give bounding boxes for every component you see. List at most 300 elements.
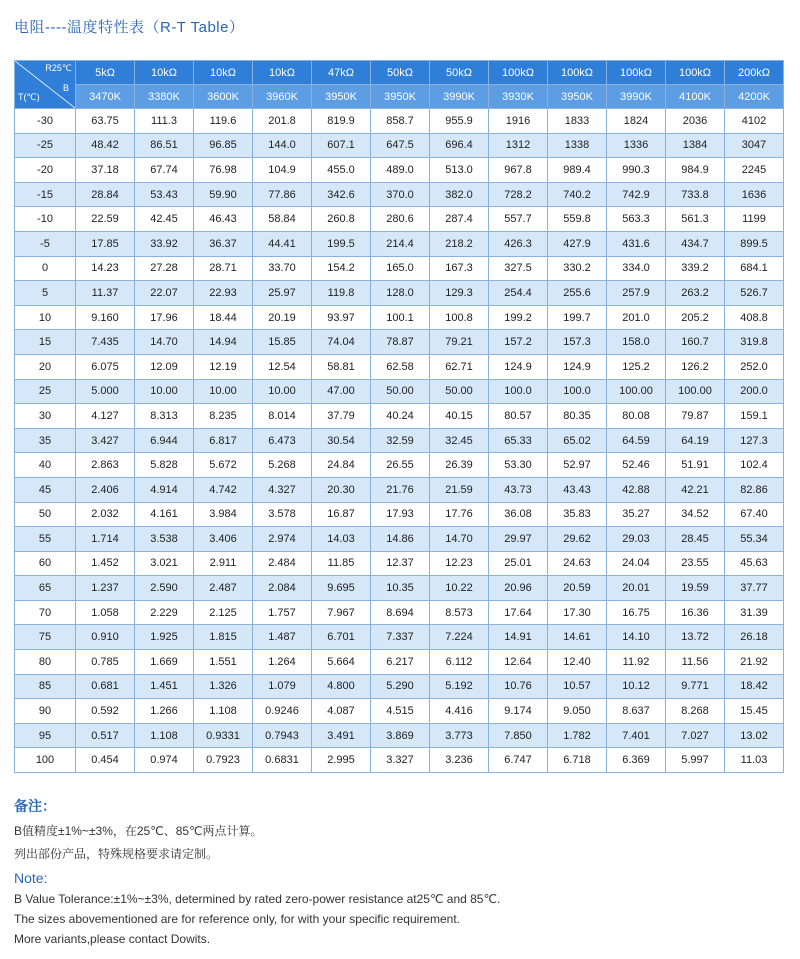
resistance-value-cell: 55.34 (725, 527, 784, 552)
resistance-value-cell: 79.21 (430, 330, 489, 355)
resistance-value-cell: 4102 (725, 109, 784, 134)
table-row (15, 256, 784, 281)
notes-en-line: More variants,please contact Dowits. (14, 932, 211, 946)
resistance-value-cell: 20.30 (312, 477, 371, 502)
b-value-header-cell: 3950K (371, 85, 430, 109)
resistance-value-cell: 5.000 (76, 379, 135, 404)
resistance-value-cell: 126.2 (666, 354, 725, 379)
resistance-value-cell: 1199 (725, 207, 784, 232)
resistance-value-cell: 1833 (548, 109, 607, 134)
resistance-value-cell: 125.2 (607, 354, 666, 379)
resistance-value-cell: 1916 (489, 109, 548, 134)
resistance-value-cell: 6.718 (548, 748, 607, 773)
resistance-value-cell: 80.35 (548, 404, 607, 429)
resistance-value-cell: 32.45 (430, 428, 489, 453)
resistance-value-cell: 3.578 (253, 502, 312, 527)
resistance-value-cell: 9.050 (548, 699, 607, 724)
resistance-value-cell: 4.800 (312, 674, 371, 699)
resistance-value-cell: 334.0 (607, 256, 666, 281)
resistance-value-cell: 19.59 (666, 576, 725, 601)
table-row (15, 674, 784, 699)
resistance-value-cell: 17.76 (430, 502, 489, 527)
resistance-value-cell: 0.454 (76, 748, 135, 773)
resistance-value-cell: 4.515 (371, 699, 430, 724)
resistance-value-cell: 1636 (725, 182, 784, 207)
resistance-value-cell: 14.61 (548, 625, 607, 650)
resistance-value-cell: 43.43 (548, 477, 607, 502)
resistance-value-cell: 287.4 (430, 207, 489, 232)
resistance-value-cell: 37.18 (76, 158, 135, 183)
table-row (15, 600, 784, 625)
resistance-value-cell: 14.03 (312, 527, 371, 552)
resistance-value-cell: 10.35 (371, 576, 430, 601)
resistance-value-cell: 6.217 (371, 650, 430, 675)
resistance-value-cell: 8.573 (430, 600, 489, 625)
resistance-value-cell: 254.4 (489, 281, 548, 306)
resistance-value-cell: 76.98 (194, 158, 253, 183)
resistance-value-cell: 1.108 (194, 699, 253, 724)
resistance-value-cell: 3047 (725, 133, 784, 158)
resistance-value-cell: 1336 (607, 133, 666, 158)
resistance-value-cell: 100.0 (548, 379, 607, 404)
table-row (15, 158, 784, 183)
resistance-value-cell: 100.0 (489, 379, 548, 404)
table-row (15, 182, 784, 207)
resistance-value-cell: 100.1 (371, 305, 430, 330)
resistance-value-cell: 119.6 (194, 109, 253, 134)
resistance-value-cell: 5.290 (371, 674, 430, 699)
resistance-value-cell: 728.2 (489, 182, 548, 207)
resistance-value-cell: 160.7 (666, 330, 725, 355)
b-value-header-cell: 3950K (548, 85, 607, 109)
resistance-value-cell: 557.7 (489, 207, 548, 232)
b-value-header-cell: 3470K (76, 85, 135, 109)
resistance-value-cell: 24.84 (312, 453, 371, 478)
resistance-value-cell: 561.3 (666, 207, 725, 232)
resistance-value-cell: 58.84 (253, 207, 312, 232)
resistance-value-cell: 37.79 (312, 404, 371, 429)
resistance-value-cell: 11.37 (76, 281, 135, 306)
resistance-value-cell: 426.3 (489, 231, 548, 256)
resistance-value-cell: 201.0 (607, 305, 666, 330)
resistance-value-cell: 2.032 (76, 502, 135, 527)
resistance-value-cell: 4.087 (312, 699, 371, 724)
resistance-value-cell: 8.014 (253, 404, 312, 429)
resistance-value-cell: 455.0 (312, 158, 371, 183)
resistance-value-cell: 319.8 (725, 330, 784, 355)
resistance-value-cell: 2.406 (76, 477, 135, 502)
notes-en-line: The sizes abovementioned are for reference only, for with your specific requirement. (14, 912, 460, 926)
resistance-value-cell: 16.87 (312, 502, 371, 527)
corner-r25-label: R25℃ (45, 63, 72, 73)
resistance-value-cell: 1.058 (76, 600, 135, 625)
resistance-value-cell: 18.44 (194, 305, 253, 330)
resistance-value-cell: 47.00 (312, 379, 371, 404)
resistance-value-cell: 280.6 (371, 207, 430, 232)
resistance-value-cell: 1.108 (135, 723, 194, 748)
resistance-value-cell: 10.00 (194, 379, 253, 404)
resistance-value-cell: 21.76 (371, 477, 430, 502)
resistance-value-cell: 8.313 (135, 404, 194, 429)
resistance-value-cell: 45.63 (725, 551, 784, 576)
resistance-value-cell: 82.86 (725, 477, 784, 502)
resistance-value-cell: 40.24 (371, 404, 430, 429)
resistance-value-cell: 37.77 (725, 576, 784, 601)
resistance-value-cell: 23.55 (666, 551, 725, 576)
temperature-cell: 10 (15, 305, 76, 330)
table-row (15, 551, 784, 576)
resistance-value-cell: 17.96 (135, 305, 194, 330)
temperature-cell: 50 (15, 502, 76, 527)
resistance-value-cell: 119.8 (312, 281, 371, 306)
resistance-value-cell: 13.02 (725, 723, 784, 748)
resistance-value-cell: 74.04 (312, 330, 371, 355)
resistance-value-cell: 42.21 (666, 477, 725, 502)
resistance-value-cell: 12.40 (548, 650, 607, 675)
resistance-value-cell: 4.127 (76, 404, 135, 429)
resistance-value-cell: 53.43 (135, 182, 194, 207)
resistance-value-cell: 0.9246 (253, 699, 312, 724)
resistance-value-cell: 154.2 (312, 256, 371, 281)
resistance-value-cell: 12.54 (253, 354, 312, 379)
resistance-value-cell: 104.9 (253, 158, 312, 183)
resistance-value-cell: 370.0 (371, 182, 430, 207)
temperature-cell: 35 (15, 428, 76, 453)
resistance-value-cell: 252.0 (725, 354, 784, 379)
resistance-value-cell: 6.817 (194, 428, 253, 453)
resistance-value-cell: 6.369 (607, 748, 666, 773)
resistance-value-cell: 52.97 (548, 453, 607, 478)
resistance-value-cell: 819.9 (312, 109, 371, 134)
temperature-cell: 5 (15, 281, 76, 306)
resistance-header-cell: 100kΩ (548, 61, 607, 85)
temperature-cell: -25 (15, 133, 76, 158)
resistance-value-cell: 100.8 (430, 305, 489, 330)
resistance-header-cell: 10kΩ (135, 61, 194, 85)
resistance-value-cell: 9.771 (666, 674, 725, 699)
resistance-value-cell: 408.8 (725, 305, 784, 330)
resistance-value-cell: 427.9 (548, 231, 607, 256)
resistance-value-cell: 6.075 (76, 354, 135, 379)
resistance-value-cell: 6.473 (253, 428, 312, 453)
resistance-value-cell: 13.72 (666, 625, 725, 650)
resistance-value-cell: 29.03 (607, 527, 666, 552)
resistance-value-cell: 7.401 (607, 723, 666, 748)
resistance-value-cell: 1.757 (253, 600, 312, 625)
resistance-value-cell: 30.54 (312, 428, 371, 453)
resistance-value-cell: 80.08 (607, 404, 666, 429)
resistance-value-cell: 5.268 (253, 453, 312, 478)
resistance-value-cell: 64.19 (666, 428, 725, 453)
resistance-value-cell: 14.10 (607, 625, 666, 650)
resistance-header-cell: 100kΩ (607, 61, 666, 85)
resistance-value-cell: 989.4 (548, 158, 607, 183)
resistance-value-cell: 77.86 (253, 182, 312, 207)
resistance-header-cell: 47kΩ (312, 61, 371, 85)
resistance-value-cell: 4.742 (194, 477, 253, 502)
resistance-value-cell: 159.1 (725, 404, 784, 429)
resistance-value-cell: 3.236 (430, 748, 489, 773)
resistance-value-cell: 86.51 (135, 133, 194, 158)
resistance-value-cell: 0.9331 (194, 723, 253, 748)
resistance-value-cell: 3.773 (430, 723, 489, 748)
resistance-value-cell: 1824 (607, 109, 666, 134)
resistance-value-cell: 4.416 (430, 699, 489, 724)
table-row (15, 576, 784, 601)
resistance-header-cell: 5kΩ (76, 61, 135, 85)
temperature-cell: 80 (15, 650, 76, 675)
resistance-value-cell: 65.02 (548, 428, 607, 453)
table-row (15, 305, 784, 330)
resistance-value-cell: 684.1 (725, 256, 784, 281)
resistance-value-cell: 12.23 (430, 551, 489, 576)
resistance-value-cell: 1338 (548, 133, 607, 158)
b-value-header-cell: 3930K (489, 85, 548, 109)
temperature-cell: 75 (15, 625, 76, 650)
resistance-value-cell: 129.3 (430, 281, 489, 306)
resistance-value-cell: 5.192 (430, 674, 489, 699)
resistance-value-cell: 899.5 (725, 231, 784, 256)
resistance-value-cell: 42.88 (607, 477, 666, 502)
resistance-value-cell: 2.487 (194, 576, 253, 601)
resistance-value-cell: 20.19 (253, 305, 312, 330)
resistance-value-cell: 2.125 (194, 600, 253, 625)
resistance-value-cell: 199.5 (312, 231, 371, 256)
table-row (15, 723, 784, 748)
temperature-cell: 15 (15, 330, 76, 355)
resistance-value-cell: 559.8 (548, 207, 607, 232)
b-value-header-cell: 3600K (194, 85, 253, 109)
resistance-value-cell: 2.863 (76, 453, 135, 478)
temperature-cell: 90 (15, 699, 76, 724)
resistance-value-cell: 489.0 (371, 158, 430, 183)
resistance-value-cell: 8.637 (607, 699, 666, 724)
resistance-value-cell: 43.73 (489, 477, 548, 502)
resistance-value-cell: 67.40 (725, 502, 784, 527)
resistance-value-cell: 733.8 (666, 182, 725, 207)
resistance-value-cell: 12.19 (194, 354, 253, 379)
resistance-value-cell: 1.925 (135, 625, 194, 650)
table-row (15, 502, 784, 527)
resistance-value-cell: 62.71 (430, 354, 489, 379)
resistance-value-cell: 0.517 (76, 723, 135, 748)
temperature-cell: 25 (15, 379, 76, 404)
temperature-cell: -20 (15, 158, 76, 183)
resistance-value-cell: 1.237 (76, 576, 135, 601)
resistance-value-cell: 0.6831 (253, 748, 312, 773)
resistance-value-cell: 50.00 (371, 379, 430, 404)
resistance-value-cell: 26.18 (725, 625, 784, 650)
resistance-value-cell: 36.08 (489, 502, 548, 527)
resistance-value-cell: 22.59 (76, 207, 135, 232)
resistance-value-cell: 31.39 (725, 600, 784, 625)
resistance-value-cell: 330.2 (548, 256, 607, 281)
resistance-value-cell: 124.9 (548, 354, 607, 379)
resistance-value-cell: 25.97 (253, 281, 312, 306)
resistance-value-cell: 11.85 (312, 551, 371, 576)
corner-cell (15, 61, 76, 109)
resistance-value-cell: 6.747 (489, 748, 548, 773)
resistance-value-cell: 1.714 (76, 527, 135, 552)
resistance-value-cell: 3.021 (135, 551, 194, 576)
resistance-value-cell: 1.452 (76, 551, 135, 576)
resistance-value-cell: 214.4 (371, 231, 430, 256)
resistance-value-cell: 35.83 (548, 502, 607, 527)
resistance-header-cell: 100kΩ (666, 61, 725, 85)
resistance-value-cell: 7.337 (371, 625, 430, 650)
table-row (15, 527, 784, 552)
resistance-value-cell: 124.9 (489, 354, 548, 379)
resistance-value-cell: 14.23 (76, 256, 135, 281)
resistance-value-cell: 26.55 (371, 453, 430, 478)
b-value-header-cell: 4200K (725, 85, 784, 109)
resistance-value-cell: 14.70 (135, 330, 194, 355)
resistance-value-cell: 63.75 (76, 109, 135, 134)
b-value-header-cell: 3380K (135, 85, 194, 109)
table-row (15, 231, 784, 256)
notes-en-line: B Value Tolerance:±1%~±3%, determined by rated zero-power resistance at25℃ and 85℃. (14, 892, 501, 906)
resistance-value-cell: 144.0 (253, 133, 312, 158)
resistance-value-cell: 22.07 (135, 281, 194, 306)
resistance-value-cell: 10.12 (607, 674, 666, 699)
resistance-value-cell: 79.87 (666, 404, 725, 429)
resistance-value-cell: 20.59 (548, 576, 607, 601)
table-row (15, 625, 784, 650)
resistance-value-cell: 740.2 (548, 182, 607, 207)
table-row (15, 330, 784, 355)
resistance-value-cell: 158.0 (607, 330, 666, 355)
resistance-value-cell: 10.22 (430, 576, 489, 601)
resistance-value-cell: 3.427 (76, 428, 135, 453)
table-row (15, 379, 784, 404)
page-title: 电阻----温度特性表（R-T Table） (14, 19, 245, 36)
resistance-value-cell: 7.027 (666, 723, 725, 748)
resistance-value-cell: 8.694 (371, 600, 430, 625)
resistance-value-cell: 513.0 (430, 158, 489, 183)
resistance-value-cell: 9.174 (489, 699, 548, 724)
resistance-value-cell: 14.91 (489, 625, 548, 650)
temperature-cell: 95 (15, 723, 76, 748)
resistance-value-cell: 10.76 (489, 674, 548, 699)
resistance-value-cell: 199.7 (548, 305, 607, 330)
resistance-header-cell: 10kΩ (253, 61, 312, 85)
resistance-value-cell: 9.695 (312, 576, 371, 601)
table-row (15, 354, 784, 379)
resistance-value-cell: 62.58 (371, 354, 430, 379)
resistance-value-cell: 607.1 (312, 133, 371, 158)
resistance-value-cell: 20.96 (489, 576, 548, 601)
resistance-value-cell: 2.911 (194, 551, 253, 576)
temperature-cell: 0 (15, 256, 76, 281)
resistance-value-cell: 0.592 (76, 699, 135, 724)
resistance-value-cell: 7.850 (489, 723, 548, 748)
resistance-value-cell: 339.2 (666, 256, 725, 281)
resistance-value-cell: 327.5 (489, 256, 548, 281)
resistance-value-cell: 17.85 (76, 231, 135, 256)
resistance-value-cell: 100.00 (607, 379, 666, 404)
resistance-value-cell: 35.27 (607, 502, 666, 527)
resistance-value-cell: 22.93 (194, 281, 253, 306)
resistance-value-cell: 28.84 (76, 182, 135, 207)
resistance-value-cell: 11.56 (666, 650, 725, 675)
resistance-value-cell: 563.3 (607, 207, 666, 232)
resistance-value-cell: 10.00 (135, 379, 194, 404)
resistance-value-cell: 15.45 (725, 699, 784, 724)
resistance-value-cell: 10.00 (253, 379, 312, 404)
resistance-value-cell: 59.90 (194, 182, 253, 207)
resistance-value-cell: 157.2 (489, 330, 548, 355)
resistance-value-cell: 58.81 (312, 354, 371, 379)
resistance-value-cell: 46.43 (194, 207, 253, 232)
resistance-value-cell: 24.63 (548, 551, 607, 576)
resistance-value-cell: 7.224 (430, 625, 489, 650)
resistance-value-cell: 111.3 (135, 109, 194, 134)
resistance-value-cell: 5.997 (666, 748, 725, 773)
resistance-value-cell: 5.672 (194, 453, 253, 478)
resistance-value-cell: 17.64 (489, 600, 548, 625)
resistance-value-cell: 33.70 (253, 256, 312, 281)
resistance-value-cell: 0.785 (76, 650, 135, 675)
resistance-value-cell: 260.8 (312, 207, 371, 232)
resistance-value-cell: 3.327 (371, 748, 430, 773)
resistance-value-cell: 16.36 (666, 600, 725, 625)
resistance-value-cell: 93.97 (312, 305, 371, 330)
notes-cn-line: 列出部份产品，特殊规格要求请定制。 (14, 847, 219, 861)
resistance-value-cell: 34.52 (666, 502, 725, 527)
resistance-value-cell: 14.70 (430, 527, 489, 552)
resistance-value-cell: 21.59 (430, 477, 489, 502)
resistance-value-cell: 0.7943 (253, 723, 312, 748)
resistance-value-cell: 431.6 (607, 231, 666, 256)
temperature-cell: 30 (15, 404, 76, 429)
table-row (15, 133, 784, 158)
resistance-value-cell: 255.6 (548, 281, 607, 306)
rt-table (14, 60, 784, 773)
resistance-value-cell: 201.8 (253, 109, 312, 134)
resistance-value-cell: 26.39 (430, 453, 489, 478)
temperature-cell: 60 (15, 551, 76, 576)
resistance-value-cell: 434.7 (666, 231, 725, 256)
resistance-value-cell: 27.28 (135, 256, 194, 281)
resistance-value-cell: 8.235 (194, 404, 253, 429)
resistance-value-cell: 4.914 (135, 477, 194, 502)
table-row (15, 650, 784, 675)
corner-b-label: B (62, 83, 69, 93)
temperature-cell: 70 (15, 600, 76, 625)
resistance-value-cell: 4.161 (135, 502, 194, 527)
resistance-value-cell: 50.00 (430, 379, 489, 404)
resistance-value-cell: 0.910 (76, 625, 135, 650)
resistance-value-cell: 10.57 (548, 674, 607, 699)
resistance-value-cell: 1.264 (253, 650, 312, 675)
resistance-value-cell: 29.97 (489, 527, 548, 552)
resistance-value-cell: 7.967 (312, 600, 371, 625)
resistance-value-cell: 200.0 (725, 379, 784, 404)
resistance-value-cell: 51.91 (666, 453, 725, 478)
resistance-value-cell: 24.04 (607, 551, 666, 576)
resistance-value-cell: 32.59 (371, 428, 430, 453)
resistance-value-cell: 9.160 (76, 305, 135, 330)
resistance-value-cell: 1.487 (253, 625, 312, 650)
resistance-value-cell: 1.266 (135, 699, 194, 724)
resistance-value-cell: 526.7 (725, 281, 784, 306)
resistance-header-cell: 10kΩ (194, 61, 253, 85)
resistance-value-cell: 15.85 (253, 330, 312, 355)
table-row (15, 699, 784, 724)
resistance-value-cell: 6.944 (135, 428, 194, 453)
resistance-value-cell: 1.782 (548, 723, 607, 748)
resistance-value-cell: 0.681 (76, 674, 135, 699)
